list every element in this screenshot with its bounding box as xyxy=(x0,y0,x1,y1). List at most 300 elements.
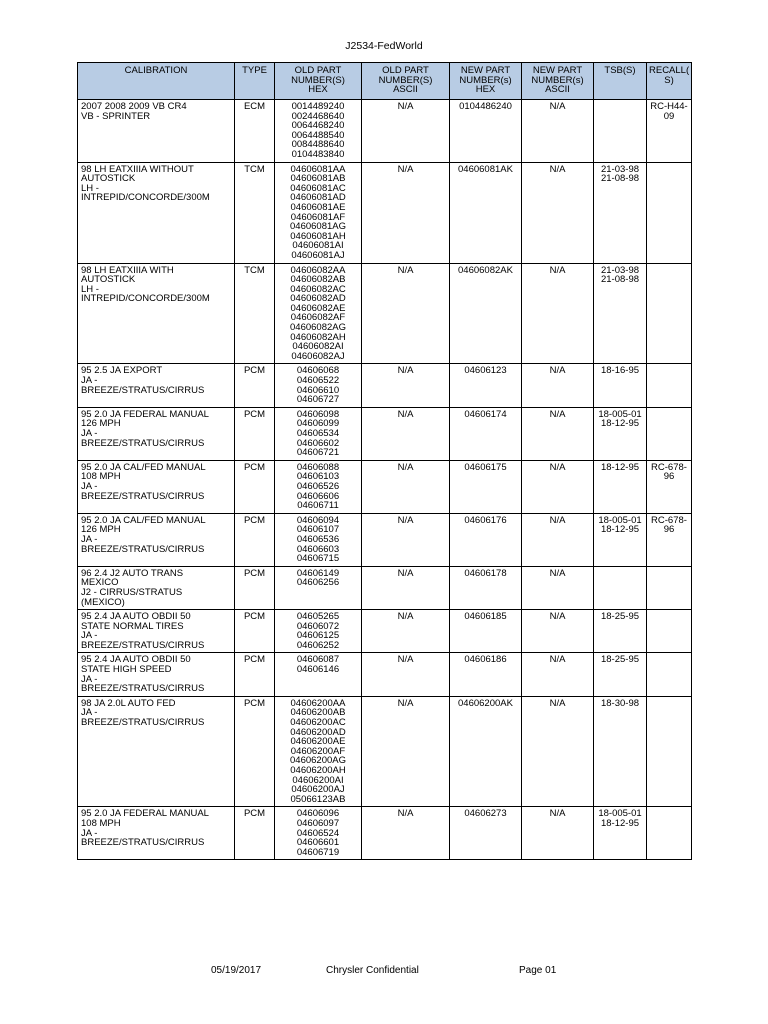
cell-line: 04606082AH xyxy=(290,331,346,343)
cell-line: 0024468640 xyxy=(291,110,345,122)
cell-line: ECM xyxy=(243,101,266,112)
type-cell xyxy=(235,807,275,860)
cell-line: 95 2.0 JA FEDERAL MANUAL xyxy=(81,408,209,420)
old-part-hex-cell xyxy=(275,513,362,566)
table-row xyxy=(78,807,692,860)
cell-line: 04606715 xyxy=(296,553,340,565)
header-line: CALIBRATION xyxy=(124,65,188,76)
cell-line: 0064488540 xyxy=(291,129,345,141)
cell-line: 04606081AI xyxy=(292,240,344,252)
cell-line: 18-25-95 xyxy=(600,654,640,666)
cell-line: 04606200AK xyxy=(458,697,513,709)
cell-line: JA - xyxy=(81,428,98,439)
cell-line: PCM xyxy=(243,408,266,420)
old-part-ascii-cell xyxy=(362,263,450,364)
calibration-cell xyxy=(78,610,235,653)
cell-line: 04606727 xyxy=(296,394,340,406)
header-old-part-ascii xyxy=(362,63,450,100)
calibration-cell xyxy=(78,566,235,609)
table-row xyxy=(78,460,692,513)
cell-line: 04606088 xyxy=(296,461,340,473)
cell-line: 04606068 xyxy=(296,365,340,377)
cell-line: 95 2.5 JA EXPORT xyxy=(81,365,163,377)
cell-line: 04606273 xyxy=(464,808,507,820)
cell-line: TCM xyxy=(244,264,265,276)
cell-line: N/A xyxy=(397,808,414,820)
cell-line: 04606174 xyxy=(464,408,507,420)
cell-line: 04606096 xyxy=(296,808,340,820)
cell-line: 04606081AE xyxy=(290,201,346,213)
cell-line: PCM xyxy=(243,365,266,377)
new-part-ascii-cell xyxy=(522,162,594,263)
old-part-ascii-cell xyxy=(362,364,450,407)
cell-line: N/A xyxy=(397,101,414,112)
cell-line: 21-08-98 xyxy=(600,274,640,286)
cell-line: N/A xyxy=(549,264,566,276)
cell-line: 04606082AC xyxy=(290,283,346,295)
old-part-hex-cell xyxy=(275,696,362,807)
old-part-hex-cell xyxy=(275,407,362,460)
cell-line: 2007 2008 2009 VB CR4 xyxy=(81,101,187,112)
recall-cell xyxy=(647,513,692,566)
type-cell xyxy=(235,364,275,407)
new-part-ascii-cell xyxy=(522,653,594,696)
cell-line: VB - SPRINTER xyxy=(81,110,151,122)
type-cell xyxy=(235,100,275,163)
cell-line: J2 - CIRRUS/STRATUS xyxy=(81,586,183,598)
new-part-hex-cell xyxy=(450,653,522,696)
recall-cell xyxy=(647,653,692,696)
type-cell xyxy=(235,513,275,566)
cell-line: 04606200AD xyxy=(290,726,346,738)
cell-line: 95 2.4 JA AUTO OBDII 50 xyxy=(81,611,191,623)
calibration-cell xyxy=(78,513,235,566)
old-part-hex-cell xyxy=(275,653,362,696)
cell-line: BREEZE/STRATUS/CIRRUS xyxy=(81,384,205,396)
cell-line: LH - xyxy=(81,283,99,295)
cell-line: 95 2.4 JA AUTO OBDII 50 xyxy=(81,654,191,666)
tsb-cell xyxy=(594,407,647,460)
cell-line: 04606081AB xyxy=(290,173,346,185)
table-row xyxy=(78,696,692,807)
old-part-ascii-cell xyxy=(362,653,450,696)
cell-line: 98 LH EATXIIIA WITHOUT xyxy=(81,163,194,175)
cell-line: N/A xyxy=(549,163,566,175)
cell-line: 96 2.4 J2 AUTO TRANS xyxy=(81,567,184,579)
cell-line: 18-12-95 xyxy=(600,817,640,829)
cell-line: 04606175 xyxy=(464,461,507,473)
cell-line: 18-005-01 xyxy=(598,808,642,820)
old-part-ascii-cell xyxy=(362,162,450,263)
footer-page-number: Page 01 xyxy=(519,965,557,976)
old-part-ascii-cell xyxy=(362,610,450,653)
header-line: NUMBER(S) xyxy=(378,74,433,86)
header-line: TYPE xyxy=(242,65,267,76)
cell-line: N/A xyxy=(549,514,566,526)
cell-line: JA - xyxy=(81,630,98,642)
cell-line: 04606719 xyxy=(296,846,340,858)
document-title: J2534-FedWorld xyxy=(345,40,423,52)
cell-line: BREEZE/STRATUS/CIRRUS xyxy=(81,437,205,449)
cell-line: PCM xyxy=(243,808,266,820)
cell-line: 04606097 xyxy=(296,817,340,829)
type-cell xyxy=(235,263,275,364)
cell-line: 18-30-98 xyxy=(600,697,640,709)
cell-line: STATE NORMAL TIRES xyxy=(81,620,184,632)
table-row xyxy=(78,566,692,609)
cell-line: 04606082AJ xyxy=(291,350,345,362)
cell-line: 95 2.0 JA CAL/FED MANUAL xyxy=(81,461,206,473)
header-row xyxy=(78,63,692,100)
cell-line: N/A xyxy=(549,408,566,420)
header-line: ASCII xyxy=(393,84,418,96)
cell-line: 108 MPH xyxy=(81,471,121,483)
cell-line: 04606200AI xyxy=(292,774,344,786)
cell-line: 04606252 xyxy=(296,639,340,651)
cell-line: JA - xyxy=(81,673,98,685)
new-part-ascii-cell xyxy=(522,460,594,513)
new-part-hex-cell xyxy=(450,263,522,364)
cell-line: 04606149 xyxy=(296,567,340,579)
table-row xyxy=(78,513,692,566)
header-line: HEX xyxy=(308,84,328,96)
header-line: ASCII xyxy=(545,84,570,96)
cell-line: PCM xyxy=(243,654,266,666)
cell-line: 04606082AK xyxy=(458,264,513,276)
cell-line: 04606606 xyxy=(296,490,340,502)
cell-line: 04606200AF xyxy=(290,745,346,757)
old-part-ascii-cell xyxy=(362,807,450,860)
cell-line: 04606081AK xyxy=(458,163,513,175)
type-cell xyxy=(235,653,275,696)
cell-line: PCM xyxy=(243,461,266,473)
calibration-cell xyxy=(78,653,235,696)
cell-line: 96 xyxy=(663,524,675,536)
cell-line: JA - xyxy=(81,827,98,839)
cell-line: PCM xyxy=(243,567,266,579)
cell-line: 0064468240 xyxy=(291,120,345,132)
tsb-cell xyxy=(594,610,647,653)
cell-line: 04606601 xyxy=(296,837,340,849)
header-calibration xyxy=(78,63,235,100)
new-part-ascii-cell xyxy=(522,407,594,460)
cell-line: 04606200AJ xyxy=(291,784,345,796)
cell-line: 04606123 xyxy=(464,365,507,377)
cell-line: 04606094 xyxy=(296,514,340,526)
tsb-cell xyxy=(594,460,647,513)
old-part-ascii-cell xyxy=(362,100,450,163)
old-part-ascii-cell xyxy=(362,513,450,566)
new-part-hex-cell xyxy=(450,807,522,860)
cell-line: (MEXICO) xyxy=(81,596,125,608)
cell-line: 18-005-01 xyxy=(598,408,642,420)
new-part-ascii-cell xyxy=(522,566,594,609)
cell-line: RC-678- xyxy=(651,461,687,473)
cell-line: 18-12-95 xyxy=(600,524,640,536)
table-row xyxy=(78,653,692,696)
cell-line: N/A xyxy=(397,163,414,175)
cell-line: LH - xyxy=(81,182,99,194)
cell-line: N/A xyxy=(549,808,566,820)
new-part-ascii-cell xyxy=(522,100,594,163)
cell-line: N/A xyxy=(397,461,414,473)
recall-cell xyxy=(647,162,692,263)
header-line: HEX xyxy=(475,84,496,96)
cell-line: 04605265 xyxy=(296,611,340,623)
tsb-cell xyxy=(594,696,647,807)
new-part-hex-cell xyxy=(450,460,522,513)
cell-line: 04606200AB xyxy=(290,707,346,719)
cell-line: 04606185 xyxy=(464,611,507,623)
cell-line: 04606146 xyxy=(296,664,340,676)
recall-cell xyxy=(647,807,692,860)
cell-line: N/A xyxy=(549,461,566,473)
old-part-hex-cell xyxy=(275,566,362,609)
old-part-hex-cell xyxy=(275,162,362,263)
old-part-ascii-cell xyxy=(362,407,450,460)
cell-line: INTREPID/CONCORDE/300M xyxy=(81,293,210,305)
cell-line: 04606610 xyxy=(296,384,340,396)
recall-cell xyxy=(647,263,692,364)
type-cell xyxy=(235,696,275,807)
cell-line: N/A xyxy=(397,365,414,377)
cell-line: 04606536 xyxy=(296,533,340,545)
cell-line: 95 2.0 JA CAL/FED MANUAL xyxy=(81,514,206,526)
cell-line: 18-12-95 xyxy=(600,461,640,473)
cell-line: 04606103 xyxy=(296,471,340,483)
cell-line: N/A xyxy=(549,567,566,579)
new-part-hex-cell xyxy=(450,364,522,407)
cell-line: 04606256 xyxy=(296,577,340,589)
cell-line: 108 MPH xyxy=(81,817,121,829)
calibration-table xyxy=(77,62,692,860)
tsb-cell xyxy=(594,566,647,609)
calibration-cell xyxy=(78,460,235,513)
header-line: TSB(S) xyxy=(604,65,636,76)
cell-line: RC-H44- xyxy=(650,101,688,112)
header-type xyxy=(235,63,275,100)
new-part-hex-cell xyxy=(450,513,522,566)
cell-line: JA - xyxy=(81,375,98,387)
cell-line: 04606176 xyxy=(464,514,507,526)
calibration-cell xyxy=(78,364,235,407)
cell-line: N/A xyxy=(397,264,414,276)
cell-line: INTREPID/CONCORDE/300M xyxy=(81,192,210,204)
cell-line: 04606082AG xyxy=(290,322,346,334)
cell-line: BREEZE/STRATUS/CIRRUS xyxy=(81,490,205,502)
cell-line: BREEZE/STRATUS/CIRRUS xyxy=(81,543,205,555)
cell-line: 04606081AC xyxy=(290,182,346,194)
cell-line: BREEZE/STRATUS/CIRRUS xyxy=(81,683,205,695)
old-part-hex-cell xyxy=(275,460,362,513)
cell-line: 95 2.0 JA FEDERAL MANUAL xyxy=(81,808,209,820)
cell-line: PCM xyxy=(243,697,266,709)
cell-line: 04606072 xyxy=(296,620,340,632)
new-part-ascii-cell xyxy=(522,610,594,653)
cell-line: RC-678- xyxy=(651,514,687,526)
header-old-part-hex xyxy=(275,63,362,100)
header-line: RECALL( xyxy=(649,65,690,76)
cell-line: 18-25-95 xyxy=(600,611,640,623)
type-cell xyxy=(235,610,275,653)
tsb-cell xyxy=(594,263,647,364)
cell-line: N/A xyxy=(397,567,414,579)
cell-line: 04606603 xyxy=(296,543,340,555)
cell-line: AUTOSTICK xyxy=(81,173,136,185)
cell-line: N/A xyxy=(549,101,566,112)
cell-line: 04606082AI xyxy=(292,341,344,353)
old-part-ascii-cell xyxy=(362,696,450,807)
table-row xyxy=(78,263,692,364)
tsb-cell xyxy=(594,100,647,163)
cell-line: 04606081AH xyxy=(290,230,346,242)
header-line: S) xyxy=(664,74,674,86)
cell-line: 04606711 xyxy=(297,500,339,512)
cell-line: 0104483840 xyxy=(291,148,345,160)
footer-date: 05/19/2017 xyxy=(211,965,262,976)
cell-line: 96 xyxy=(663,471,675,483)
recall-cell xyxy=(647,407,692,460)
new-part-ascii-cell xyxy=(522,263,594,364)
cell-line: 04606200AE xyxy=(290,736,346,748)
cell-line: JA - xyxy=(81,480,98,492)
cell-line: 04606082AE xyxy=(290,302,346,314)
cell-line: 18-005-01 xyxy=(598,514,642,526)
cell-line: 04606081AJ xyxy=(291,249,345,261)
cell-line: 0084488640 xyxy=(291,139,345,151)
cell-line: AUTOSTICK xyxy=(81,274,136,286)
cell-line: 04606125 xyxy=(296,630,340,642)
cell-line: 04606200AA xyxy=(290,697,346,709)
cell-line: N/A xyxy=(549,654,566,666)
new-part-ascii-cell xyxy=(522,696,594,807)
cell-line: 04606178 xyxy=(464,567,507,579)
header-new-part-hex xyxy=(450,63,522,100)
cell-line: 04606186 xyxy=(464,654,507,666)
calibration-cell xyxy=(78,696,235,807)
recall-cell xyxy=(647,696,692,807)
type-cell xyxy=(235,162,275,263)
new-part-ascii-cell xyxy=(522,807,594,860)
cell-line: 04606098 xyxy=(296,408,340,420)
calibration-cell xyxy=(78,263,235,364)
tsb-cell xyxy=(594,162,647,263)
calibration-cell xyxy=(78,407,235,460)
cell-line: 04606087 xyxy=(296,654,340,666)
header-recall xyxy=(647,63,692,100)
type-cell xyxy=(235,566,275,609)
table-row xyxy=(78,364,692,407)
table-row xyxy=(78,610,692,653)
table-row xyxy=(78,162,692,263)
cell-line: BREEZE/STRATUS/CIRRUS xyxy=(81,837,205,849)
cell-line: 04606200AC xyxy=(290,717,346,729)
old-part-hex-cell xyxy=(275,263,362,364)
recall-cell xyxy=(647,566,692,609)
header-line: NUMBER(s) xyxy=(531,74,584,86)
tsb-cell xyxy=(594,807,647,860)
header-line: NEW PART xyxy=(460,65,511,76)
cell-line: 18-12-95 xyxy=(600,418,640,430)
calibration-cell xyxy=(78,162,235,263)
recall-cell xyxy=(647,610,692,653)
cell-line: BREEZE/STRATUS/CIRRUS xyxy=(81,717,205,729)
cell-line: 04606526 xyxy=(296,480,340,492)
table-row xyxy=(78,100,692,163)
cell-line: TCM xyxy=(244,163,265,175)
new-part-hex-cell xyxy=(450,610,522,653)
new-part-hex-cell xyxy=(450,407,522,460)
cell-line: 04606099 xyxy=(296,418,340,430)
new-part-ascii-cell xyxy=(522,364,594,407)
table-row xyxy=(78,407,692,460)
new-part-hex-cell xyxy=(450,696,522,807)
new-part-hex-cell xyxy=(450,566,522,609)
cell-line: N/A xyxy=(397,514,414,526)
cell-line: 04606524 xyxy=(296,827,340,839)
header-line: NEW PART xyxy=(532,65,583,76)
new-part-hex-cell xyxy=(450,162,522,263)
cell-line: 04606721 xyxy=(296,447,340,459)
old-part-hex-cell xyxy=(275,610,362,653)
recall-cell xyxy=(647,460,692,513)
old-part-hex-cell xyxy=(275,364,362,407)
cell-line: 04606081AF xyxy=(290,211,346,223)
cell-line: 04606602 xyxy=(296,437,340,449)
cell-line: 04606082AD xyxy=(290,293,346,305)
calibration-cell xyxy=(78,807,235,860)
old-part-ascii-cell xyxy=(362,460,450,513)
cell-line: PCM xyxy=(243,514,266,526)
tsb-cell xyxy=(594,653,647,696)
tsb-cell xyxy=(594,513,647,566)
cell-line: 05066123AB xyxy=(290,793,346,805)
cell-line: 0104486240 xyxy=(459,101,512,112)
cell-line: N/A xyxy=(397,408,414,420)
cell-line: 98 LH EATXIIIA WITH xyxy=(81,264,174,276)
calibration-cell xyxy=(78,100,235,163)
header-new-part-ascii xyxy=(522,63,594,100)
cell-line: N/A xyxy=(397,654,414,666)
cell-line: N/A xyxy=(397,697,414,709)
new-part-hex-cell xyxy=(450,100,522,163)
table-body xyxy=(78,100,692,860)
old-part-hex-cell xyxy=(275,100,362,163)
cell-line: 04606082AB xyxy=(290,274,346,286)
type-cell xyxy=(235,407,275,460)
cell-line: 04606081AG xyxy=(290,221,346,233)
cell-line: 04606522 xyxy=(296,375,340,387)
cell-line: JA - xyxy=(81,533,98,545)
cell-line: 126 MPH xyxy=(81,418,121,430)
cell-line: BREEZE/STRATUS/CIRRUS xyxy=(81,639,205,651)
cell-line: 126 MPH xyxy=(81,524,121,536)
cell-line: 04606107 xyxy=(296,524,340,536)
tsb-cell xyxy=(594,364,647,407)
cell-line: N/A xyxy=(397,611,414,623)
old-part-ascii-cell xyxy=(362,566,450,609)
header-line: NUMBER(S) xyxy=(291,74,345,86)
old-part-hex-cell xyxy=(275,807,362,860)
cell-line: PCM xyxy=(243,611,266,623)
cell-line: 0014489240 xyxy=(291,101,345,112)
cell-line: STATE HIGH SPEED xyxy=(81,664,172,676)
new-part-ascii-cell xyxy=(522,513,594,566)
cell-line: 21-03-98 xyxy=(600,264,640,276)
type-cell xyxy=(235,460,275,513)
cell-line: 18-16-95 xyxy=(600,365,640,377)
cell-line: 04606082AF xyxy=(290,312,346,324)
